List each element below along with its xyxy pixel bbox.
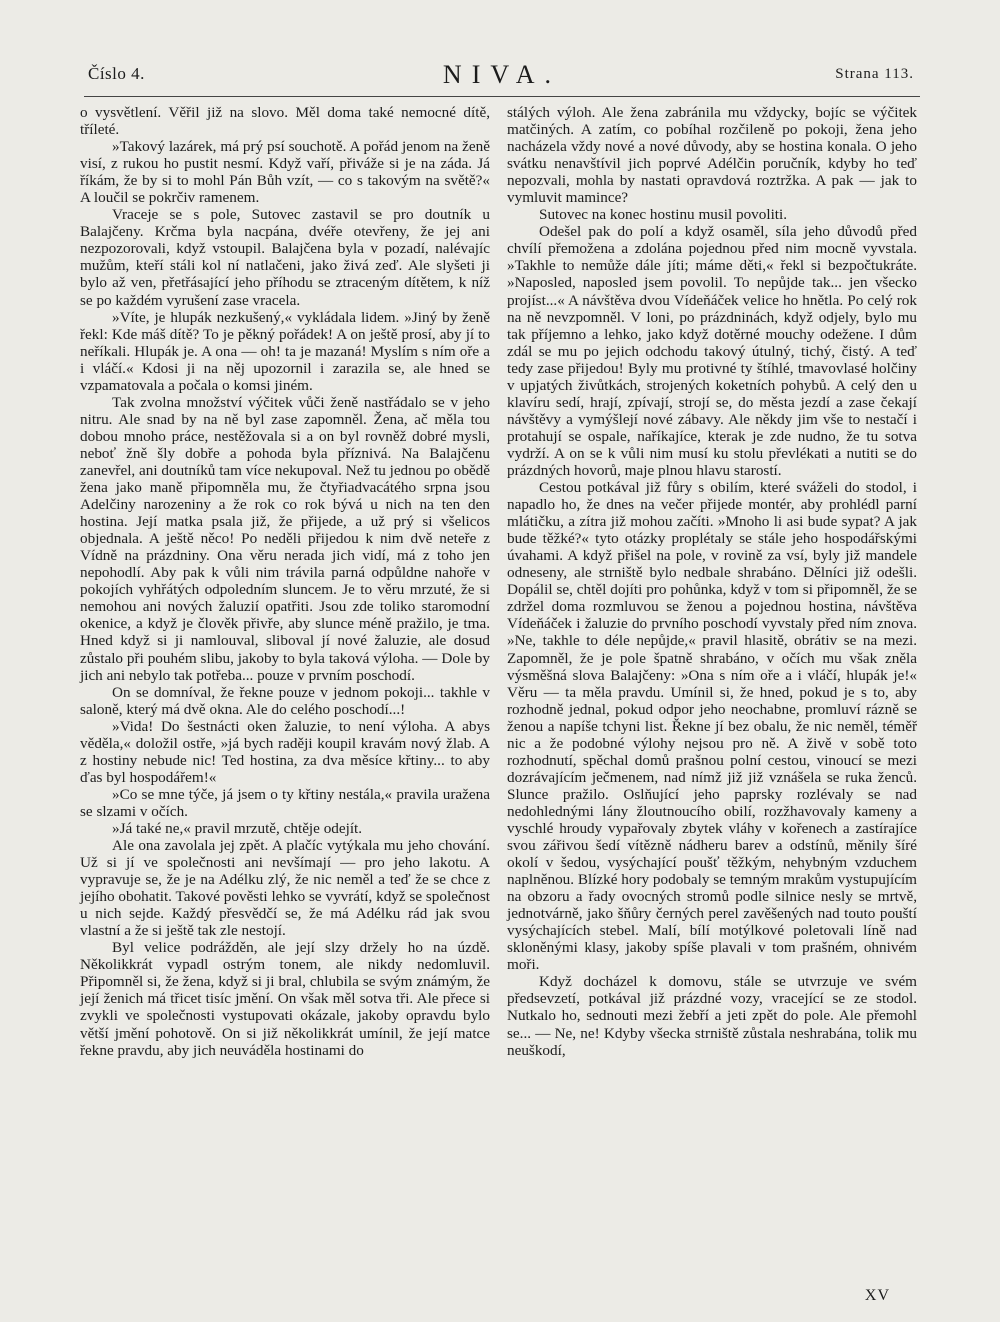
paragraph: Vraceje se s pole, Sutovec zastavil se pro doutník u Balajčeny. Krčma byla nacpána, dvéře otevřeny, že jej ani nezpozorovali, když vstoupil. Balajčena byla v pozadí, nalévajíc mužům, kteří stáli kol ní natlačeni, jako živá zeď. Ale slyšeti ji bylo až ven, přetřásající jeho příhodu se ztraceným dítětem, k níž se po každém vyrušení zase vracela. [80, 206, 490, 309]
paragraph: Když docházel k domovu, stále se utvrzuje ve svém předsevzetí, potkával již prázdné vozy, vracející se ze stodol. Nutkalo ho, sednouti mezi žebří a jeti zpět do pole. Ale přemohl se... — Ne, ne! Kdyby všecka strniště zůstala neshrabána, tolik mu neuškodí, [507, 973, 917, 1059]
paragraph: »Já také ne,« pravil mrzutě, chtěje odejít. [112, 819, 363, 837]
paragraph: »Co se mne týče, já jsem o ty křtiny nestála,« pravila uražena se slzami v očích. [80, 785, 490, 820]
paragraph: Ale ona zavolala jej zpět. A plačíc vytýkala mu jeho chování. Už si jí ve společnosti ani nevšímají — pro jeho lakotu. A vypravuje se, že je na Adélku zlý, že nic neměl a teď že se chce z jejího obohatit. Takové pověsti lehko se vyvrátí, když se společnost u nich sejde. Každý přesvědčí se, že má Adélku rád jak svou vlastní a že si ještě tak zle nestojí. [80, 837, 490, 940]
right-column [507, 104, 917, 1059]
paragraph: Byl velice podrážděn, ale její slzy držely ho na úzdě. Několikkrát vypadl ostrým tonem, ale nikdy nedomluvil. Připomněl si, že žena, když si ji bral, chlubila se svým známým, že její ženich má třicet tisíc jmění. On však měl sotva tři. Ale přece si zvykli ve společnosti vystupovati okázale, jakoby opravdu bylo větší jmění pohotově. On si již několikkrát umínil, že její matce řekne pravdu, aby jich neuváděla hostinami do [80, 939, 490, 1059]
paragraph: »Víte, je hlupák nezkušený,« vykládala lidem. »Jiný by ženě řekl: Kde máš dítě? To je pěkný pořádek! A on ještě prosí, aby jí to neříkali. Hlupák je. A ona — oh! ta je mazaná! Myslím s ním oře a i vláčí.« Kdosi ji na něj upozornil i zarazila se, ale hned se vzpamatovala a počala o komsi jiném. [80, 308, 490, 394]
issue-number: Číslo 4. [88, 64, 145, 83]
page-header [84, 60, 920, 94]
paragraph: Sutovec na konec hostinu musil povoliti. [539, 206, 788, 224]
paragraph: Odešel pak do polí a když osaměl, síla jeho důvodů před chvílí přemožena a zdolána pojednou před nim mocně vyvstala. »Takhle to nemůže dále jíti; máme děti,« řekl si bezpočtukráte. »Naposled, naposled jsem povolil. To nepůjde tak... jen všecko projíst...« A návštěva dvou Vídeňáček velice ho hnětla. Po celý rok na ně nevzpomněl. V loni, po prázdninách, když odjely, bylo mu tak příjemno a lehko, jako když dotěrné mouchy odežene. I dům zdál se mu po jejich odchodu takový útulný, tichý, čistý. A teď tedy zase přijedou! Byly mu protivné ty štíhlé, tmavovlasé holčiny v upjatých živůtkách, strojených koketních pohybů. A celý den u klavíru sedí, hrají, zpívají, strojí se, do města jezdí a zase čekají návštěvy a vymýšlejí nové zábavy. Ale někdy jim vše to nestačí i protahují se ospale, naříkajíce, kterak je zde nudno, že tu sotva vydrží. A on se k vůli nim musí ku stolu převlékati a nutiti se do prázdných hovorů, maje plnou hlavu starostí. [507, 223, 917, 479]
page-number: Strana 113. [835, 66, 914, 82]
journal-title: NIVA. [442, 60, 562, 89]
paragraph: On se domníval, že řekne pouze v jednom pokoji... takhle v saloně, který má dvě okna. Ale do celého poschodí...! [80, 683, 490, 718]
printer-signature: XV [864, 1287, 890, 1304]
paragraph: o vysvětlení. Věřil již na slovo. Měl doma také nemocné dítě, tříleté. [80, 104, 490, 139]
paragraph: »Vida! Do šestnácti oken žaluzie, to není výloha. A abys věděla,« doložil ostře, »já bych raději koupil kravám nový žlab. A z hostiny nebude nic! Ted hostina, za dva měsíce křtiny... to aby ďas byl hospodářem!« [80, 717, 490, 786]
header-rule [84, 96, 920, 97]
paragraph: »Takový lazárek, má prý psí souchotě. A pořád jenom na ženě visí, z rukou ho pustit nesmí. Když vaří, přiváže si je na záda. Já říkám, že by si to mohl Pán Bůh vzít, — co s takovým na světě?« A loučil se pokrčiv ramenem. [80, 138, 490, 207]
paragraph: Tak zvolna množství výčitek vůči ženě nastřádalo se v jeho nitru. Ale snad by na ně byl zase zapomněl. Žena, ač měla tou dobou mnoho práce, nestěžovala si a on byl rovněž dobré mysli, neboť žně šly dobře a pohoda byla příznivá. Na Balajčenu zanevřel, ani doutníků tam více nekupoval. Než tu jednou po obědě žena jako maně připomněla mu, že čtyřiadvacátého srpna jsou Adelčiny narozeniny a že rok co rok bývá u nich na ten den hostina. Její matka psala již, že přijede, a už prý si všelicos objednala. A ještě něco! Po neděli přijedou k nim dvě neteře z Vídně na prázdniny. Ona věru nerada jich vidí, má z toho jen nepohodlí. Aby pak k vůli nim trávila parná odpůldne nahoře v pokojích vyhřátých odpoledním sluncem. Je to věru mrzuté, že si nemohou ani nových žaluzií opatřiti. Jsou zde toliko staromodní okenice, a když je člověk přivře, aby slunce méně pražilo, je tma. Hned když si ji namlouval, sliboval jí nové žaluzie, ale dosud zůstalo při pouhém slibu, jakoby to byla taková výloha. — Dole by jich ani nebylo tak potřeba... pouze v prvním poschodí. [80, 393, 490, 684]
paragraph: Cestou potkával již fůry s obilím, které sváželi do stodol, i napadlo ho, že dnes na večer přijede montér, aby prohlédl parní mlátičku, a zítra již mohou začíti. »Mnoho li asi bude sypat? A jak bude těžké?« tyto otázky proplétaly se stále jeho hospodářskými úvahami. A když přišel na pole, v rovině za vsí, byly již mandele odneseny, ale strniště bylo nedbale shrabáno. Dělníci již odešli. Dopálil se, chtěl dojíti pro pohůnka, když v tom si připomněl, že se zdržel doma rozmluvou se ženou a pojednou hostina, návštěva Vídeňáček i žaluzie do prvního poschodí vyvstaly před ním znova. »Ne, takhle to déle nepůjde,« pravil hlasitě, obrátiv se na mezi. Zapomněl, že je pole špatně shrabáno, v očích mu však zněla výsměšná slova Balajčeny: »Ona s ním oře a i vláčí, hlupák je!« Věru — ta měla pravdu. Umínil si, že hned, pokud je s to, aby rozhodně jednal, pokud odpor jeho neochabne, promluví rázně se ženou a napíše tchyni list. Řekne jí bez obalu, že nic neměl, téměř nic a že podobné výlohy nejsou pro ně. A živě v sobě toto rozhodnutí, spěchal domů prašnou polní cestou, vinoucí se mezi dozrávajícím ječmenem, nad nímž již již vznášela se ruka ženců. Slunce pražilo. Oslňující jeho paprsky rozlévaly se nad nedohlednými lány žloutnoucího obilí, rozžhavovaly kameny a vyschlé hroudy vypařovaly zbytek vláhy v kořenech a zastírajíce svou zářivou šedí vítězně nádheru barev a odstínů, měnily šíré okolí v šedou, vysýchající poušť těžkým, nehybným vzduchem naplněnou. Blízké hory podobaly se temným mrakům vystupujícím na obzoru a řady ovocných stromů podle silnice nesly se mrtvě, jednotvárně, jako šňůry černých perel zavěšených nad touto pouští vysýchajících stebel. Malí, bílí motýlkové poletovali líně nad skloněnými klasy, jakoby spíše plavali v tom prašném, ohnivém moři. [507, 479, 917, 974]
paragraph: stálých výloh. Ale žena zabránila mu vždycky, bojíc se výčitek matčiných. A zatím, co pobíhal rozčileně po pokoji, žena jeho nacházela vždy nové a nové důvody, aby se hostina konala. O jeho svátku nenavštívil jich poprvé Adélčin poručník, kdyby ho teď nepozvali, mohla by nastati opravdová roztržka. A pak — jak to vymluvit mamince? [507, 104, 917, 207]
left-column [80, 104, 490, 1059]
